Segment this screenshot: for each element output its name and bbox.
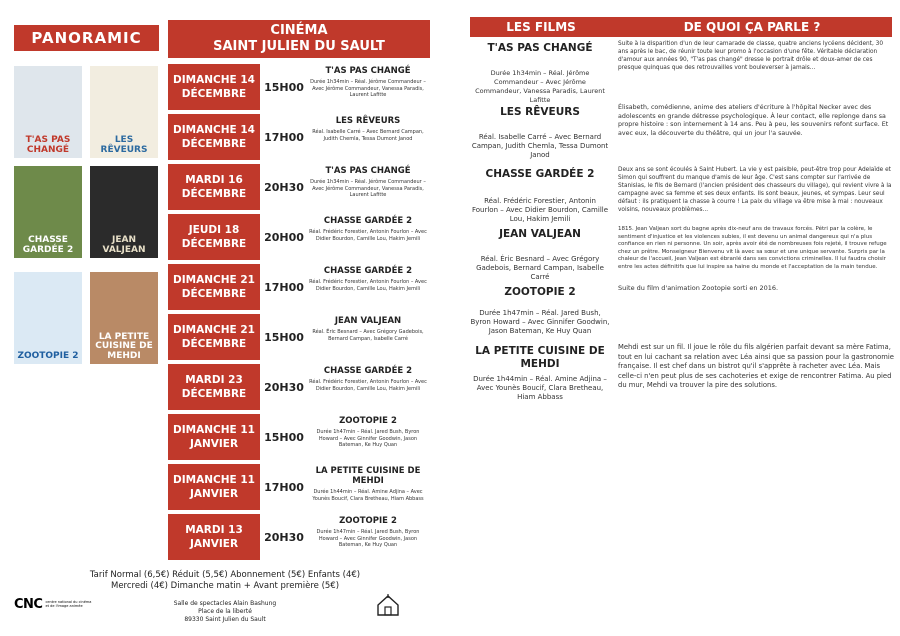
cinema-title-line2: SAINT JULIEN DU SAULT: [213, 39, 385, 54]
date-box: DIMANCHE 14 DÉCEMBRE: [168, 64, 260, 110]
venue-address: Salle de spectacles Alain Bashung Place de la liberté 89330 Saint Julien du Sault: [173, 600, 277, 623]
poster-les-reveurs: LES RÊVEURS: [90, 66, 158, 158]
film-info: CHASSE GARDÉE 2 Réal. Frédéric Forestier, Antonin Fourlon – Avec Didier Bourdon, Camille Lou, Hakim Jemili: [309, 366, 427, 392]
film-info: CHASSE GARDÉE 2 Réal. Frédéric Forestier, Antonin Fourlon – Avec Didier Bourdon, Camille Lou, Hakim Jemili: [309, 266, 427, 292]
showtime: 15H00: [264, 430, 304, 444]
poster-zootopie-2: ZOOTOPIE 2: [14, 272, 82, 364]
poster-chasse-gardee-2: CHASSE GARDÉE 2: [14, 166, 82, 258]
poster-jean-valjean: JEAN VALJEAN: [90, 166, 158, 258]
film-info: ZOOTOPIE 2 Durée 1h47min – Réal. Jared Bush, Byron Howard – Avec Ginnifer Goodwin, Jason Bateman, Ke Huy Quan: [316, 416, 420, 448]
film-entry: CHASSE GARDÉE 2 Réal. Frédéric Forestier, Antonin Fourlon – Avec Didier Bourdon, Camille Lou, Hakim Jemili: [471, 168, 609, 223]
schedule-row: [168, 114, 430, 160]
schedule-row: [168, 214, 430, 260]
film-entry: LA PETITE CUISINE DE MEHDI Durée 1h44min – Réal. Amine Adjina – Avec Younès Boucif, Clara Bretheau, Hiam Abbass: [473, 345, 607, 401]
film-description: Mehdi est sur un fil. Il joue le rôle du fils algérien parfait devant sa mère Fatima, tout en lui cachant sa relation avec Léa ainsi que sa passion pour la gastronomie française. Il est chef dans un bistrot qu'il s'apprête à racheter avec Léa. Mais celle-ci n'en peut plus de ses cachoteries et exige de rencontrer Fatima. Au pied du mur, Mehdi va trouver la pire des solutions.: [618, 343, 894, 389]
film-info: LA PETITE CUISINE DE MEHDI Durée 1h44min – Réal. Amine Adjina – Avec Younès Boucif, Clara Bretheau, Hiam Abbass: [312, 466, 424, 502]
schedule-row: [168, 414, 430, 460]
film-description: Suite du film d'animation Zootopie sorti en 2016.: [618, 284, 779, 292]
date-box: MARDI 23 DÉCEMBRE: [168, 364, 260, 410]
price-list: [80, 570, 370, 592]
film-info: JEAN VALJEAN Réal. Éric Besnard – Avec Grégory Gadebois, Bernard Campan, Isabelle Carré: [312, 316, 424, 342]
date-box: DIMANCHE 14 DÉCEMBRE: [168, 114, 260, 160]
showtime: 20H30: [264, 530, 304, 544]
schedule-row: [168, 64, 430, 110]
film-info: T'AS PAS CHANGÉ Durée 1h34min – Réal. Jérôme Commandeur – Avec Jérôme Commandeur, Vanessa Paradis, Laurent Lafitte: [310, 166, 426, 198]
schedule-row: [168, 464, 430, 510]
film-description: Élisabeth, comédienne, anime des ateliers d'écriture à l'hôpital Necker avec des adolescents en grande détresse psychologique. À leur contact, elle replonge dans sa propre histoire : son internement à 14 ans. Peu à peu, les souvenirs refont surface. Et avec eux, la découverte du théâtre, qui un jour l'a sauvée.: [618, 104, 889, 137]
schedule-row: [168, 514, 430, 560]
showtime: 17H00: [264, 480, 304, 494]
schedule-row: [168, 164, 430, 210]
showtime: 17H00: [264, 130, 304, 144]
film-entry: ZOOTOPIE 2 Durée 1h47min – Réal. Jared Bush, Byron Howard – Avec Ginnifer Goodwin, Jason Bateman, Ke Huy Quan: [470, 286, 610, 335]
showtime: 20H30: [264, 180, 304, 194]
date-box: JEUDI 18 DÉCEMBRE: [168, 214, 260, 260]
date-box: DIMANCHE 21 DÉCEMBRE: [168, 314, 260, 360]
header-films: LES FILMS: [470, 17, 612, 37]
date-box: MARDI 13 JANVIER: [168, 514, 260, 560]
header-about: DE QUOI ÇA PARLE ?: [612, 17, 892, 37]
panoramic-logo: PANORAMIC: [14, 25, 159, 51]
price-line-1: Tarif Normal (6,5€) Réduit (5,5€) Abonnement (5€) Enfants (4€): [89, 570, 361, 580]
town-hall-icon: [376, 594, 400, 616]
film-info: CHASSE GARDÉE 2 Réal. Frédéric Forestier, Antonin Fourlon – Avec Didier Bourdon, Camille Lou, Hakim Jemili: [309, 216, 427, 242]
film-info: ZOOTOPIE 2 Durée 1h47min – Réal. Jared Bush, Byron Howard – Avec Ginnifer Goodwin, Jason Bateman, Ke Huy Quan: [316, 516, 420, 548]
date-box: DIMANCHE 21 DÉCEMBRE: [168, 264, 260, 310]
cnc-logo: CNC centre national du cinéma et de l'image animée: [14, 596, 92, 612]
price-line-2: Mercredi (4€) Dimanche matin + Avant première (5€): [110, 581, 340, 591]
schedule-row: [168, 314, 430, 360]
film-info: LES RÊVEURS Réal. Isabelle Carré – Avec Bernard Campan, Judith Chemla, Tessa Dumont Janod: [312, 116, 424, 142]
cinema-title-line1: CINÉMA: [270, 23, 328, 38]
cinema-title: [168, 20, 430, 58]
showtime: 15H00: [264, 330, 304, 344]
film-info: T'AS PAS CHANGÉ Durée 1h34min – Réal. Jérôme Commandeur – Avec Jérôme Commandeur, Vanessa Paradis, Laurent Lafitte: [310, 66, 426, 98]
film-description: Deux ans se sont écoulés à Saint Hubert. La vie y est paisible, peut-être trop pour Adelaïde et Simon qui souffrent du manque d'amis de leur âge. C'est sans compter sur l'arrivée de Stanislas, le fils de Bernard (l'ancien président des chasseurs du village), qui revient vivre à la campagne avec sa femme et ses deux enfants. Ils sont beaux, jeunes, et sympas. Leur seul défaut : ils pratiquent la chasse à courre ! La paix du village va être mise à mal : nouveaux voisins, nouveaux problèmes...: [618, 167, 892, 213]
showtime: 17H00: [264, 280, 304, 294]
schedule-row: [168, 364, 430, 410]
showtime: 20H30: [264, 380, 304, 394]
showtime: 20H00: [264, 230, 304, 244]
date-box: DIMANCHE 11 JANVIER: [168, 414, 260, 460]
date-box: MARDI 16 DÉCEMBRE: [168, 164, 260, 210]
film-description: Suite à la disparition d'un de leur camarade de classe, quatre anciens lycéens décident, 30 ans après le bac, de réunir toute leur promo à l'occasion d'une fête. Véritable déclaration d'amour aux années 90, "T'as pas changé" dresse le portrait drôle et doux-amer de ces presque quinquas que des retrouvailles vont bouleverser à jamais...: [618, 41, 884, 71]
film-description: 1815. Jean Valjean sort du bagne après dix-neuf ans de travaux forcés. Pétri par la colère, le sentiment d'injustice et les violences subies, il est devenu un animal dangereux qui n'a plus confiance en rien ni personne. Un soir, après avoir été de nombreuses fois rejeté, il trouve refuge chez un prêtre. Monseigneur Bienvenu vit là avec sa sœur et une unique servante. Surpris par la chaleur de l'accueil, Jean Valjean est ébranlé dans ses convictions criminelles. Il lui faudra choisir entre les actes définitifs que lui inspire sa haine du monde et l'acceptation de la main tendue.: [618, 226, 887, 270]
film-entry: T'AS PAS CHANGÉ Durée 1h34min – Réal. Jérôme Commandeur – Avec Jérôme Commandeur, Vanessa Paradis, Laurent Lafitte: [475, 42, 605, 104]
film-entry: JEAN VALJEAN Réal. Éric Besnard – Avec Grégory Gadebois, Bernard Campan, Isabelle Carré: [476, 228, 604, 281]
poster-tas-pas-change: T'AS PAS CHANGÉ: [14, 66, 82, 158]
film-entry: LES RÊVEURS Réal. Isabelle Carré – Avec Bernard Campan, Judith Chemla, Tessa Dumont Janod: [471, 106, 609, 159]
showtime: 15H00: [264, 80, 304, 94]
date-box: DIMANCHE 11 JANVIER: [168, 464, 260, 510]
schedule-row: [168, 264, 430, 310]
poster-petite-cuisine-mehdi: LA PETITE CUISINE DE MEHDI: [90, 272, 158, 364]
